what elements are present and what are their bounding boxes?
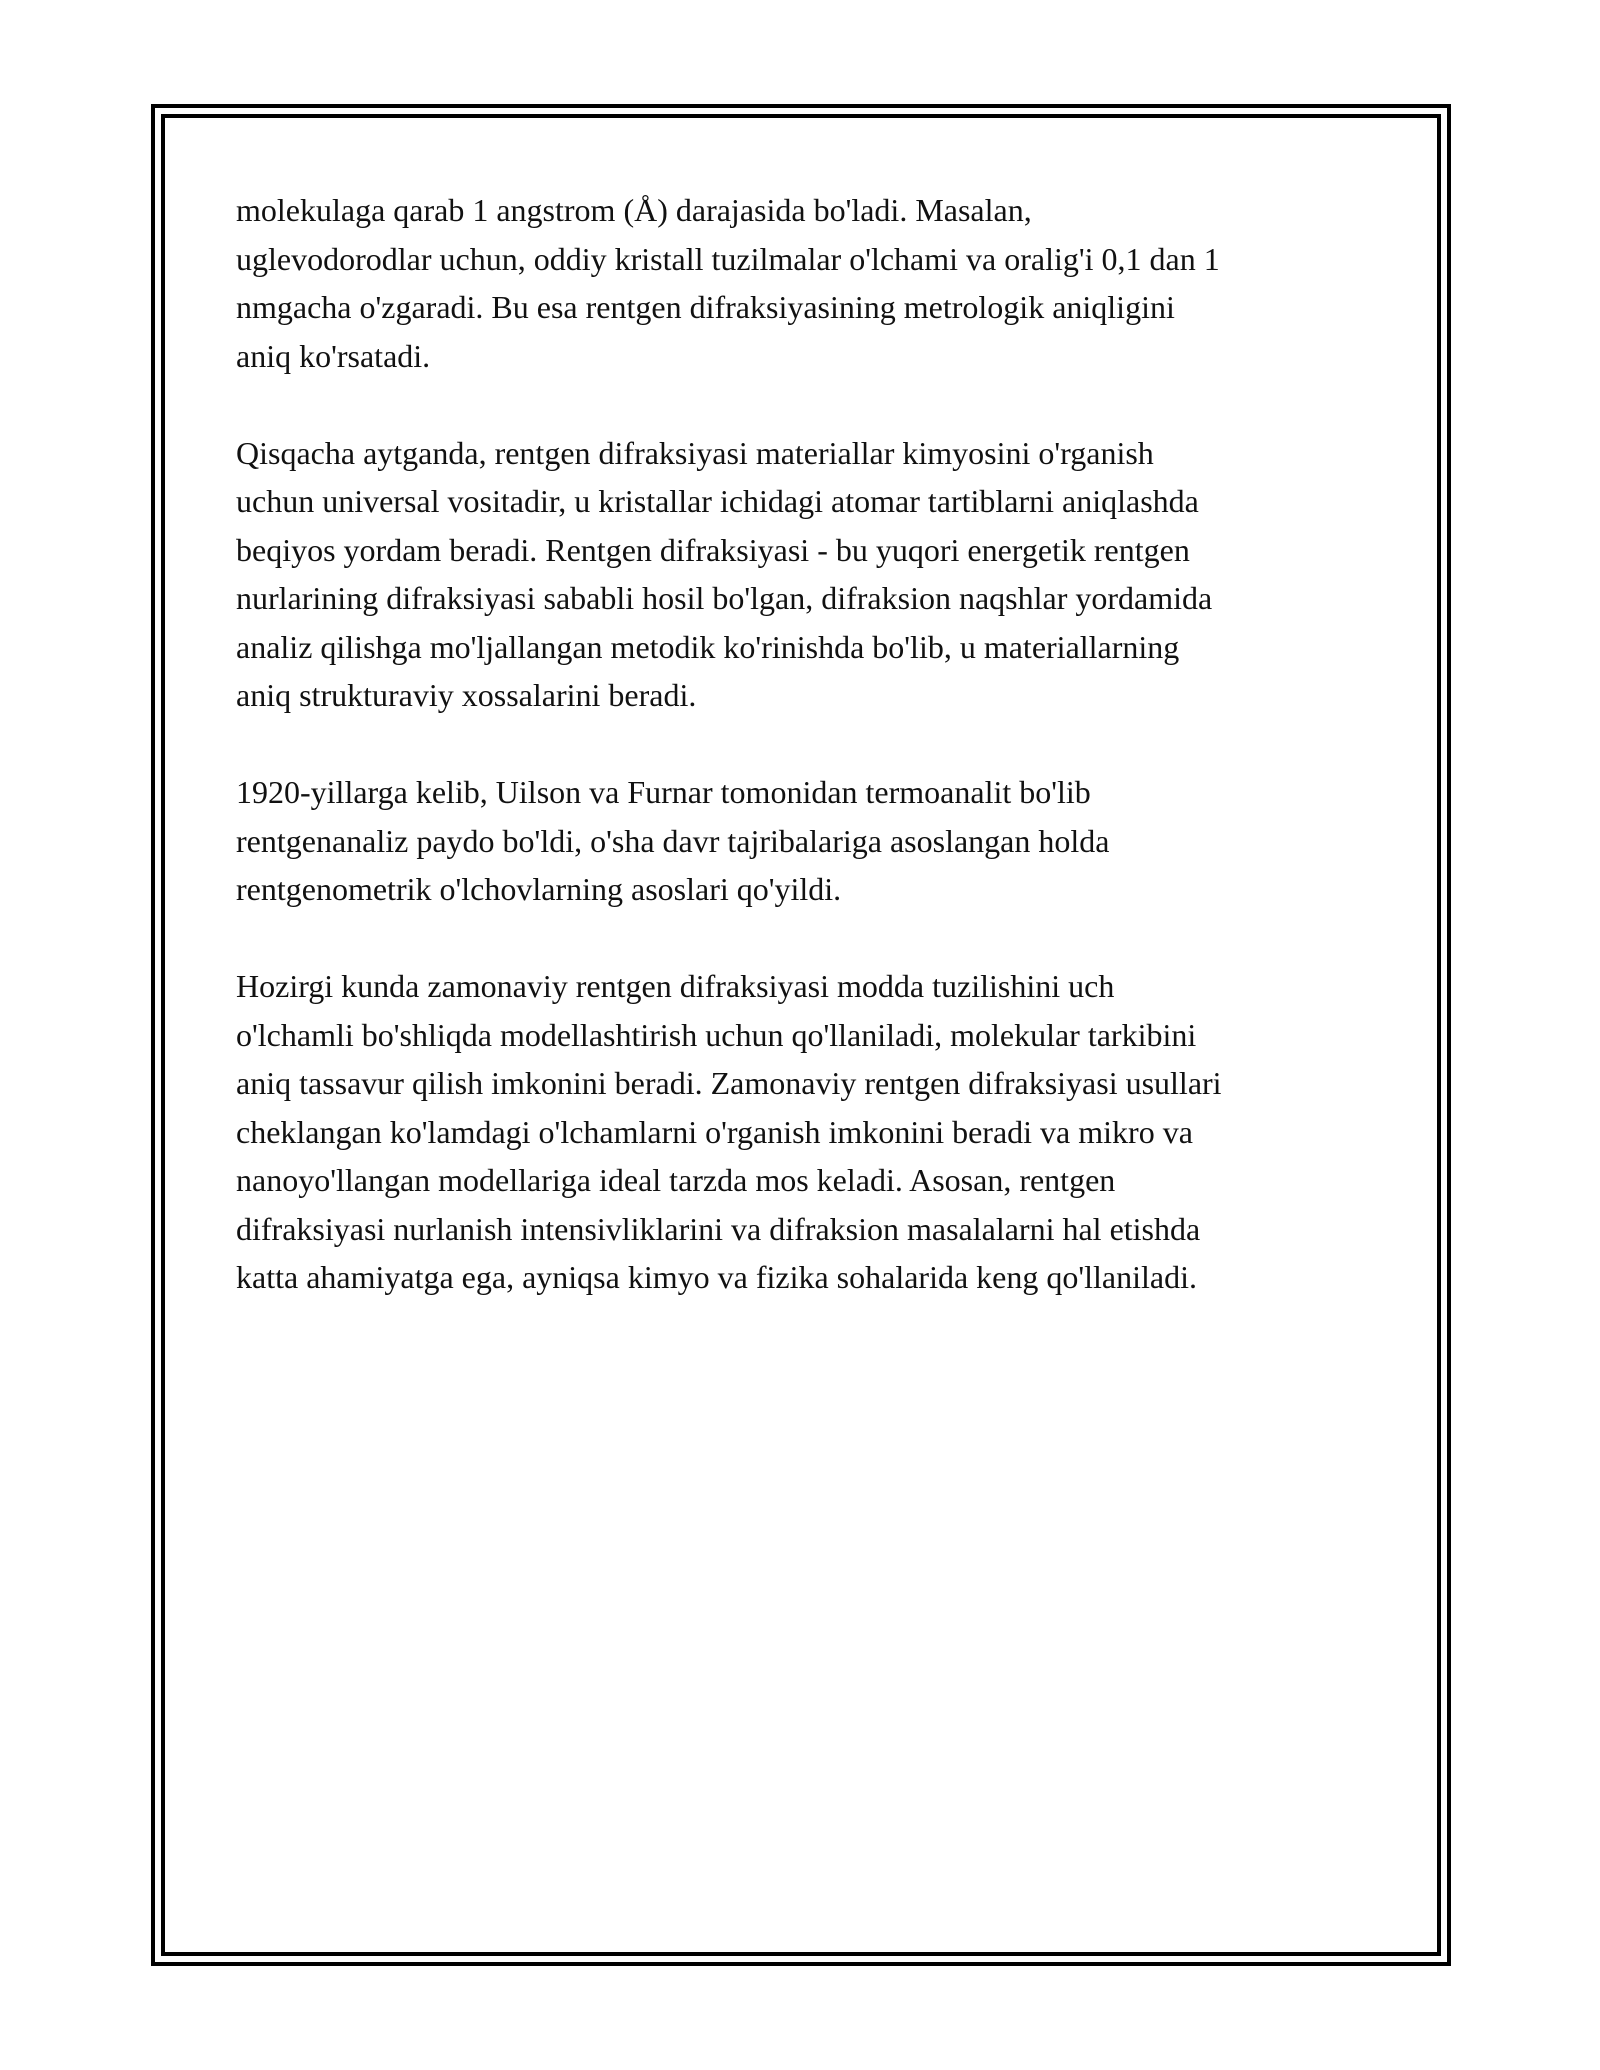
document-body bbox=[236, 186, 1376, 1350]
paragraph-3: 1920-yillarga kelib, Uilson va Furnar tomonidan termoanalit bo'lib rentgenanaliz paydo bo'ldi, o'sha davr tajribalariga asoslangan holda rentgenometrik o'lchovlarning asoslari qo'yildi. bbox=[236, 774, 1110, 907]
paragraph-4: Hozirgi kunda zamonaviy rentgen difraksiyasi modda tuzilishini uch o'lchamli bo'shliqda modellashtirish uchun qo'llaniladi, molekular tarkibini aniq tassavur qilish imkonini beradi. Zamonaviy rentgen difraksiyasi usullari cheklangan ko'lamdagi o'lchamlarni o'rganish imkonini beradi va mikro va nanoyo'llangan modellariga ideal tarzda mos keladi. Asosan, rentgen difraksiyasi nurlanish intensivliklarini va difraksion masalalarni hal etishda katta ahamiyatga ega, ayniqsa kimyo va fizika sohalarida keng qo'llaniladi. bbox=[236, 968, 1222, 1295]
paragraph-1: molekulaga qarab 1 angstrom (Å) darajasida bo'ladi. Masalan, uglevodorodlar uchun, oddiy kristall tuzilmalar o'lchami va oralig'i 0,1 dan 1 nmgacha o'zgaradi. Bu esa rentgen difraksiyasining metrologik aniqligini aniq ko'rsatadi. bbox=[236, 192, 1220, 374]
paragraph-2: Qisqacha aytganda, rentgen difraksiyasi materiallar kimyosini o'rganish uchun universal vositadir, u kristallar ichidagi atomar tartiblarni aniqlashda beqiyos yordam beradi. Rentgen difraksiyasi - bu yuqori energetik rentgen nurlarining difraksiyasi sababli hosil bo'lgan, difraksion naqshlar yordamida analiz qilishga mo'ljallangan metodik ko'rinishda bo'lib, u materiallarning aniq strukturaviy xossalarini beradi. bbox=[236, 434, 1213, 713]
